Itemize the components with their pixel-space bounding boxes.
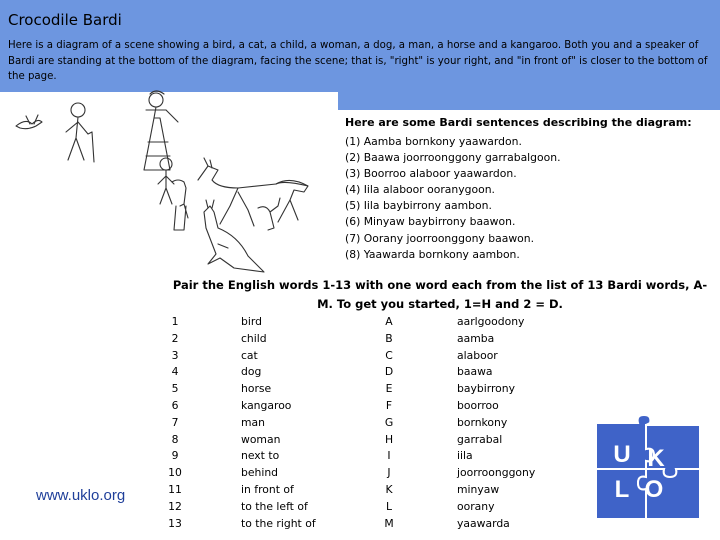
bardi-letter-column xyxy=(378,314,400,532)
english-number: 2 xyxy=(171,331,179,345)
pairing-heading: Pair the English words 1-13 with one word each from the list of 13 Bardi words, A-M. To get you started, 1=H and 2 = D. xyxy=(172,278,708,311)
bardi-word: baawa xyxy=(457,365,493,379)
bardi-word: garrabal xyxy=(457,432,503,446)
sentences-heading: Here are some Bardi sentences describing the diagram: xyxy=(345,116,692,129)
english-word: in front of xyxy=(241,482,294,496)
child-drawing xyxy=(158,158,174,204)
scene-illustration xyxy=(8,88,338,288)
bardi-letter: J xyxy=(387,466,391,480)
bardi-letter: L xyxy=(385,499,392,513)
english-word: to the left of xyxy=(241,499,308,513)
english-number: 9 xyxy=(171,449,179,463)
logo-letter-l: L xyxy=(614,476,630,503)
english-number: 11 xyxy=(168,482,182,496)
english-word: horse xyxy=(241,382,272,396)
kangaroo-drawing xyxy=(204,200,264,272)
bardi-word: yaawarda xyxy=(457,516,510,530)
bardi-letter: D xyxy=(384,365,394,379)
bardi-word: alaboor xyxy=(457,348,498,362)
logo-letter-o: O xyxy=(644,476,664,503)
bardi-letter: B xyxy=(385,331,393,345)
bardi-letter: G xyxy=(384,415,394,429)
english-word: woman xyxy=(241,432,281,446)
bardi-word: aamba xyxy=(457,331,495,345)
english-number: 3 xyxy=(171,348,179,362)
bardi-letter: A xyxy=(385,315,393,328)
logo-letter-u: U xyxy=(613,441,631,468)
english-word: behind xyxy=(241,466,279,480)
sentence-item: (5) Iila baybirrony aambon. xyxy=(345,199,492,213)
english-word: child xyxy=(241,331,267,345)
dog-drawing xyxy=(172,180,188,230)
english-number: 1 xyxy=(171,315,179,328)
header-band-extension xyxy=(338,92,720,110)
logo-letter-k: K xyxy=(647,445,665,472)
bardi-word: aarlgoodony xyxy=(457,315,525,328)
cat-drawing xyxy=(258,198,280,230)
english-word: kangaroo xyxy=(241,398,292,412)
sentence-item: (4) Iila alaboor ooranygoon. xyxy=(345,183,495,197)
english-word: man xyxy=(241,415,265,429)
english-number: 10 xyxy=(168,466,182,480)
bardi-word: oorany xyxy=(457,499,495,513)
bardi-word: minyaw xyxy=(457,482,500,496)
website-url: www.uklo.org xyxy=(36,487,126,504)
english-number: 12 xyxy=(168,499,182,513)
bardi-word: iila xyxy=(457,449,473,463)
english-number: 7 xyxy=(171,415,179,429)
page-title: Crocodile Bardi xyxy=(8,11,122,29)
sentence-item: (8) Yaawarda bornkony aambon. xyxy=(345,247,520,261)
sentence-item: (3) Boorroo alaboor yaawardon. xyxy=(345,167,517,181)
english-word: next to xyxy=(241,449,280,463)
english-word: dog xyxy=(241,365,262,379)
english-number-column xyxy=(165,314,185,532)
sentence-item: (7) Oorany joorroonggony baawon. xyxy=(345,231,535,245)
bardi-letter: C xyxy=(385,348,393,362)
english-word-column xyxy=(241,314,316,532)
english-number: 6 xyxy=(171,398,179,412)
woman-drawing xyxy=(144,91,178,170)
bardi-word: bornkony xyxy=(457,415,508,429)
bardi-word-column xyxy=(457,314,535,532)
english-number: 4 xyxy=(171,365,179,379)
english-word: bird xyxy=(241,315,262,328)
sentences-list xyxy=(345,134,561,263)
bardi-word: boorroo xyxy=(457,398,499,412)
sentence-item: (2) Baawa joorroonggony garrabalgoon. xyxy=(345,151,561,165)
sentence-item: (1) Aamba bornkony yaawardon. xyxy=(345,135,522,148)
uklo-puzzle-logo xyxy=(592,415,704,527)
bardi-letter: F xyxy=(385,398,393,412)
bardi-letter: I xyxy=(387,449,391,463)
bardi-letter: K xyxy=(385,482,393,496)
english-number: 13 xyxy=(168,516,182,530)
english-number: 5 xyxy=(171,382,179,396)
english-word: cat xyxy=(241,348,258,362)
bardi-word: joorroonggony xyxy=(457,466,536,480)
bardi-letter: E xyxy=(385,382,393,396)
man-drawing xyxy=(66,103,94,162)
intro-text: Here is a diagram of a scene showing a bird, a cat, a child, a woman, a dog, a man, a horse and a kangaroo. Both you and a speaker of Bardi are standing at the bottom of the diagram, facing the scene; that is, "right" is your right, and "in front of" is closer to the bottom of the page. xyxy=(8,40,708,82)
bardi-letter: H xyxy=(384,432,394,446)
english-word: to the right of xyxy=(241,516,316,530)
sentence-item: (6) Minyaw baybirrony baawon. xyxy=(345,215,516,229)
bird-drawing xyxy=(16,115,42,129)
english-number: 8 xyxy=(171,432,179,446)
bardi-letter: M xyxy=(384,516,394,530)
bardi-word: baybirrony xyxy=(457,382,516,396)
